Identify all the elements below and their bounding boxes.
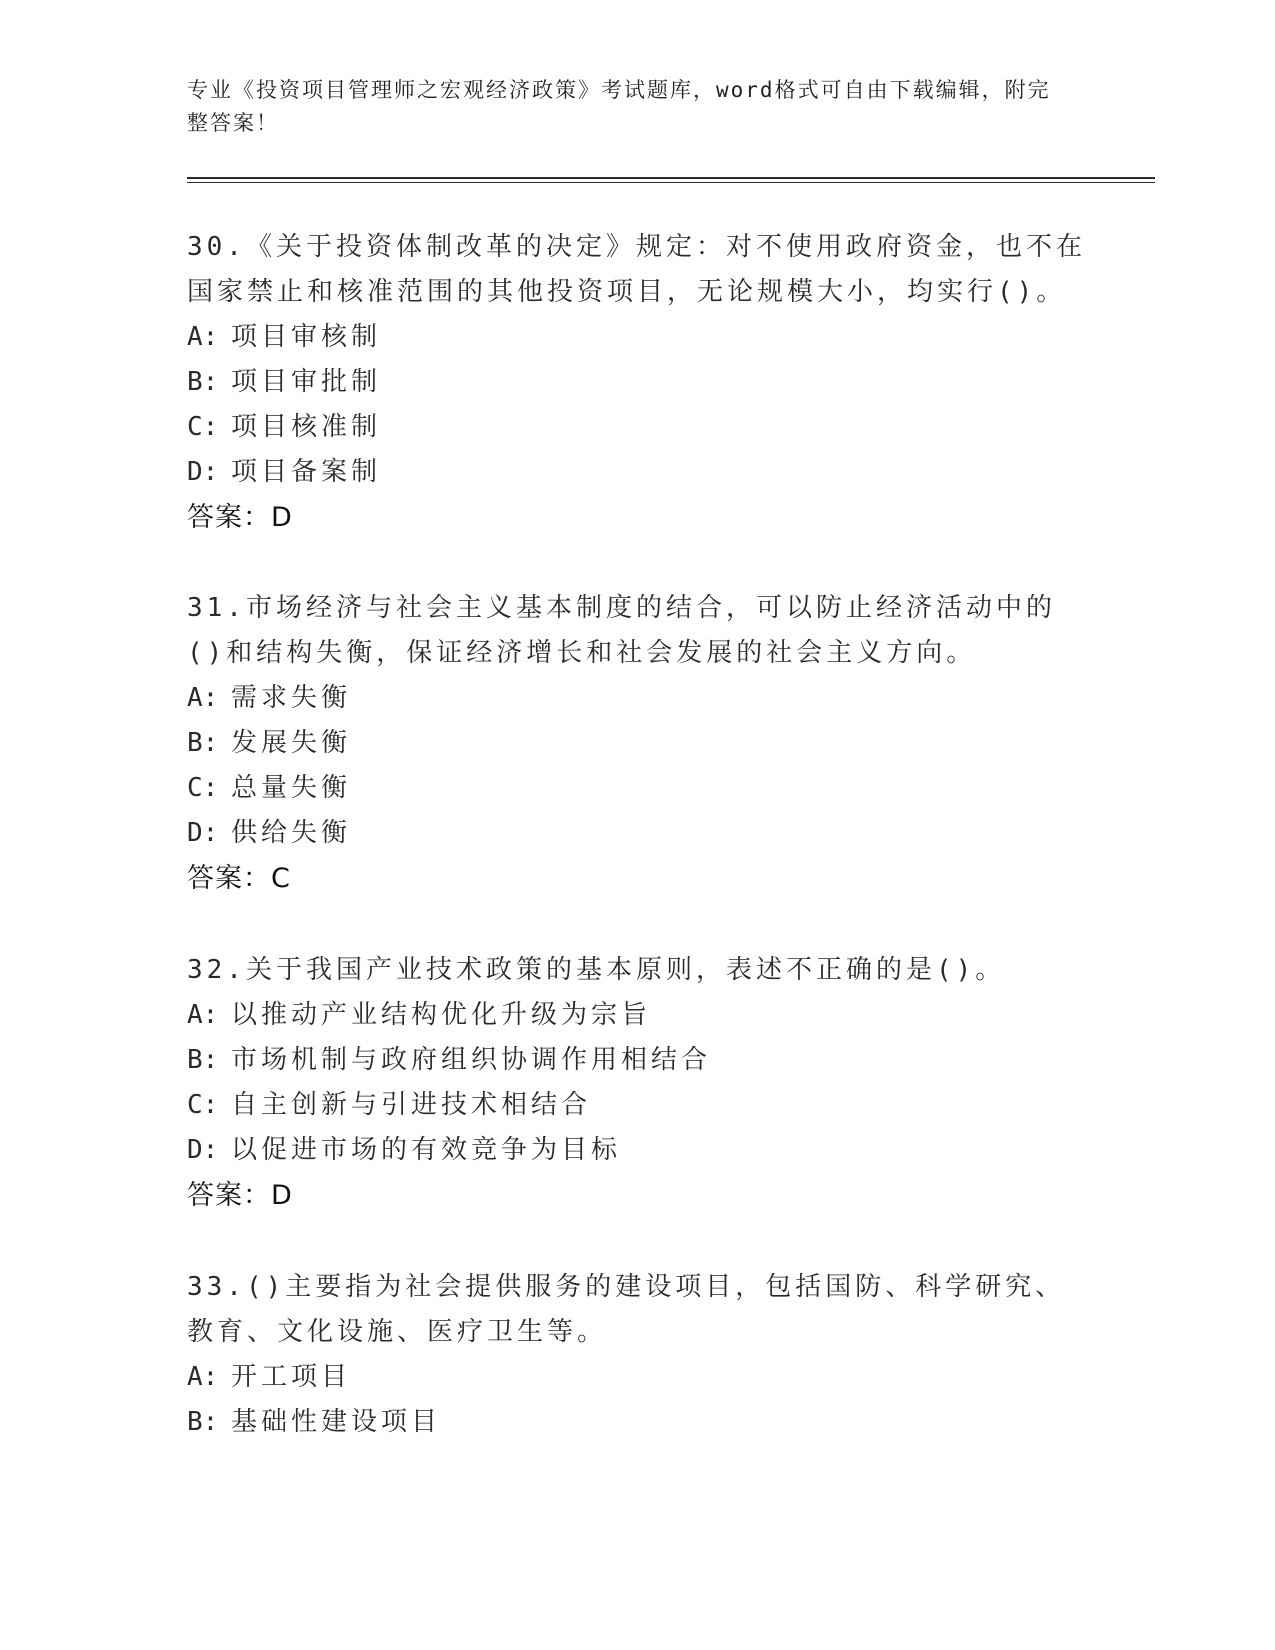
option-letter: C:	[187, 773, 219, 803]
option-b	[187, 360, 1087, 405]
option-b	[187, 1038, 1087, 1083]
option-a	[187, 993, 1087, 1038]
option-d	[187, 450, 1087, 495]
option-letter: B:	[187, 1045, 219, 1075]
option-letter: A:	[187, 1362, 219, 1392]
option-text: 供给失衡	[231, 818, 352, 848]
option-text: 开工项目	[231, 1362, 352, 1392]
header-divider-thin	[187, 182, 1155, 183]
option-text: 基础性建设项目	[231, 1407, 442, 1437]
option-text: 项目审批制	[231, 367, 382, 397]
option-text: 总量失衡	[231, 773, 352, 803]
option-letter: A:	[187, 1000, 219, 1030]
option-letter: D:	[187, 1135, 219, 1165]
option-a	[187, 676, 1087, 721]
option-letter: A:	[187, 322, 219, 352]
question-stem: 30.《关于投资体制改革的决定》规定：对不使用政府资金，也不在国家禁止和核准范围的其他投资项目，无论规模大小，均实行()。	[187, 232, 1086, 307]
option-text: 项目核准制	[231, 412, 382, 442]
option-text: 以推动产业结构优化升级为宗旨	[231, 1000, 652, 1030]
question-stem: 31.市场经济与社会主义基本制度的结合，可以防止经济活动中的()和结构失衡，保证经济增长和社会发展的社会主义方向。	[187, 593, 1056, 668]
question-stem: 32.关于我国产业技术政策的基本原则，表述不正确的是()。	[187, 955, 1006, 985]
option-b	[187, 1400, 1087, 1445]
question-32	[187, 948, 1087, 1218]
option-d	[187, 1128, 1087, 1173]
option-text: 自主创新与引进技术相结合	[231, 1090, 592, 1120]
option-b	[187, 721, 1087, 766]
option-letter: C:	[187, 1090, 219, 1120]
answer-label: 答案：D	[187, 1180, 293, 1211]
option-a	[187, 315, 1087, 360]
option-letter: C:	[187, 412, 219, 442]
option-c	[187, 1083, 1087, 1128]
option-letter: B:	[187, 1407, 219, 1437]
option-d	[187, 811, 1087, 856]
option-text: 项目备案制	[231, 457, 382, 487]
answer-label: 答案：D	[187, 502, 293, 533]
header-divider-thick	[187, 177, 1155, 179]
question-31	[187, 586, 1087, 901]
option-text: 需求失衡	[231, 683, 352, 713]
option-letter: D:	[187, 457, 219, 487]
question-stem: 33.()主要指为社会提供服务的建设项目，包括国防、科学研究、教育、文化设施、医疗卫生等。	[187, 1272, 1066, 1347]
option-text: 发展失衡	[231, 728, 352, 758]
option-text: 市场机制与政府组织协调作用相结合	[231, 1045, 712, 1075]
answer-label: 答案：C	[187, 863, 291, 894]
option-text: 以促进市场的有效竞争为目标	[231, 1135, 622, 1165]
option-letter: B:	[187, 367, 219, 397]
question-30	[187, 225, 1087, 540]
option-text: 项目审核制	[231, 322, 382, 352]
option-a	[187, 1355, 1087, 1400]
option-letter: B:	[187, 728, 219, 758]
question-33	[187, 1265, 1087, 1445]
option-letter: D:	[187, 818, 219, 848]
option-letter: A:	[187, 683, 219, 713]
document-header: 专业《投资项目管理师之宏观经济政策》考试题库，word格式可自由下载编辑，附完整答案！	[187, 78, 1051, 135]
option-c	[187, 405, 1087, 450]
option-c	[187, 766, 1087, 811]
